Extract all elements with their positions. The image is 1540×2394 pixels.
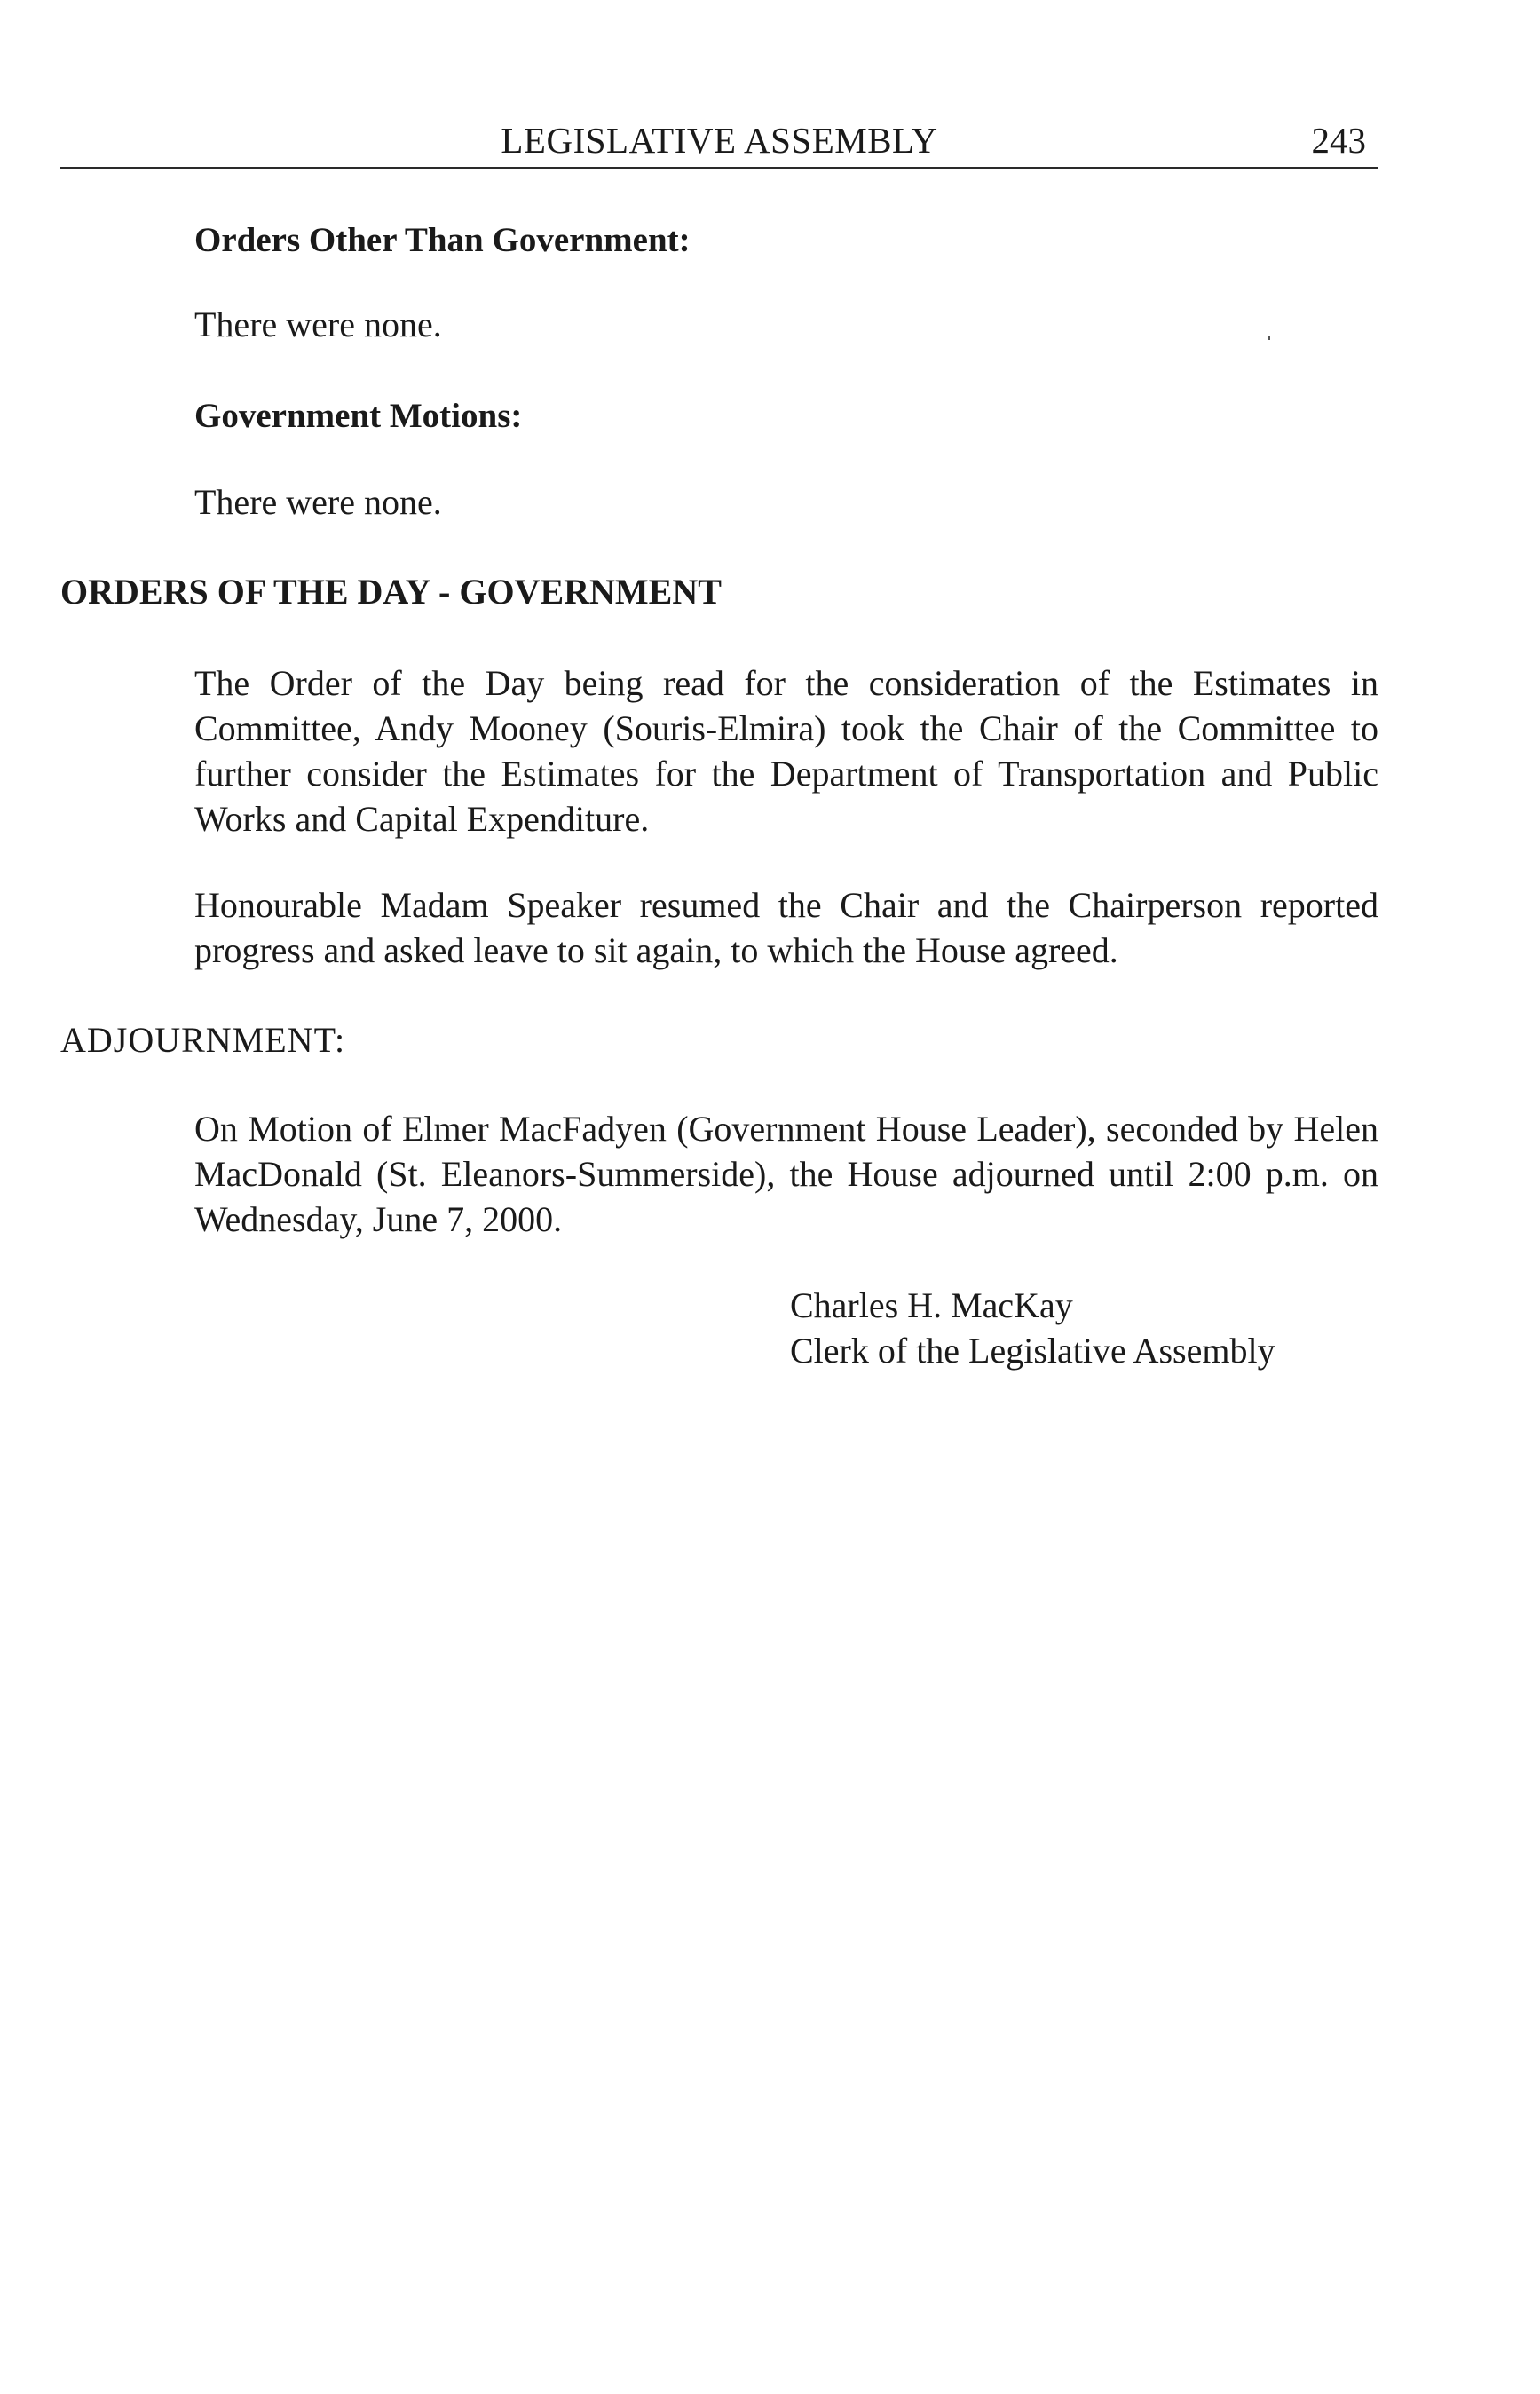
page-number: 243 xyxy=(1311,120,1366,161)
clerk-name: Charles H. MacKay xyxy=(790,1285,1073,1325)
orders-of-the-day-paragraph-1: The Order of the Day being read for the consideration of the Estimates in Committee, Andy Mooney (Souris-Elmira) took the Chair of the Committee to further consider the Estimates for the Department of Transportation and Public Works and Capital Expenditure. xyxy=(194,663,1378,839)
running-header xyxy=(60,114,1378,169)
adjournment-paragraph: On Motion of Elmer MacFadyen (Government House Leader), seconded by Helen MacDonald (St. Eleanors-Summerside), the House adjourned until 2:00 p.m. on Wednesday, June 7, 2000. xyxy=(194,1109,1378,1239)
signature-block xyxy=(790,1283,1275,1373)
orders-other-text: There were none. xyxy=(194,304,442,344)
orders-of-the-day-heading: ORDERS OF THE DAY - GOVERNMENT xyxy=(60,572,722,612)
clerk-title: Clerk of the Legislative Assembly xyxy=(790,1331,1275,1371)
government-motions-text: There were none. xyxy=(194,482,442,522)
running-title: LEGISLATIVE ASSEMBLY xyxy=(501,120,938,161)
orders-other-heading: Orders Other Than Government: xyxy=(194,221,691,259)
scan-speck xyxy=(1268,336,1270,340)
government-motions-heading: Government Motions: xyxy=(194,397,523,435)
adjournment-heading: ADJOURNMENT: xyxy=(60,1020,346,1060)
orders-of-the-day-paragraph-2: Honourable Madam Speaker resumed the Chair and the Chairperson reported progress and asked leave to sit again, to which the House agreed. xyxy=(194,885,1378,970)
